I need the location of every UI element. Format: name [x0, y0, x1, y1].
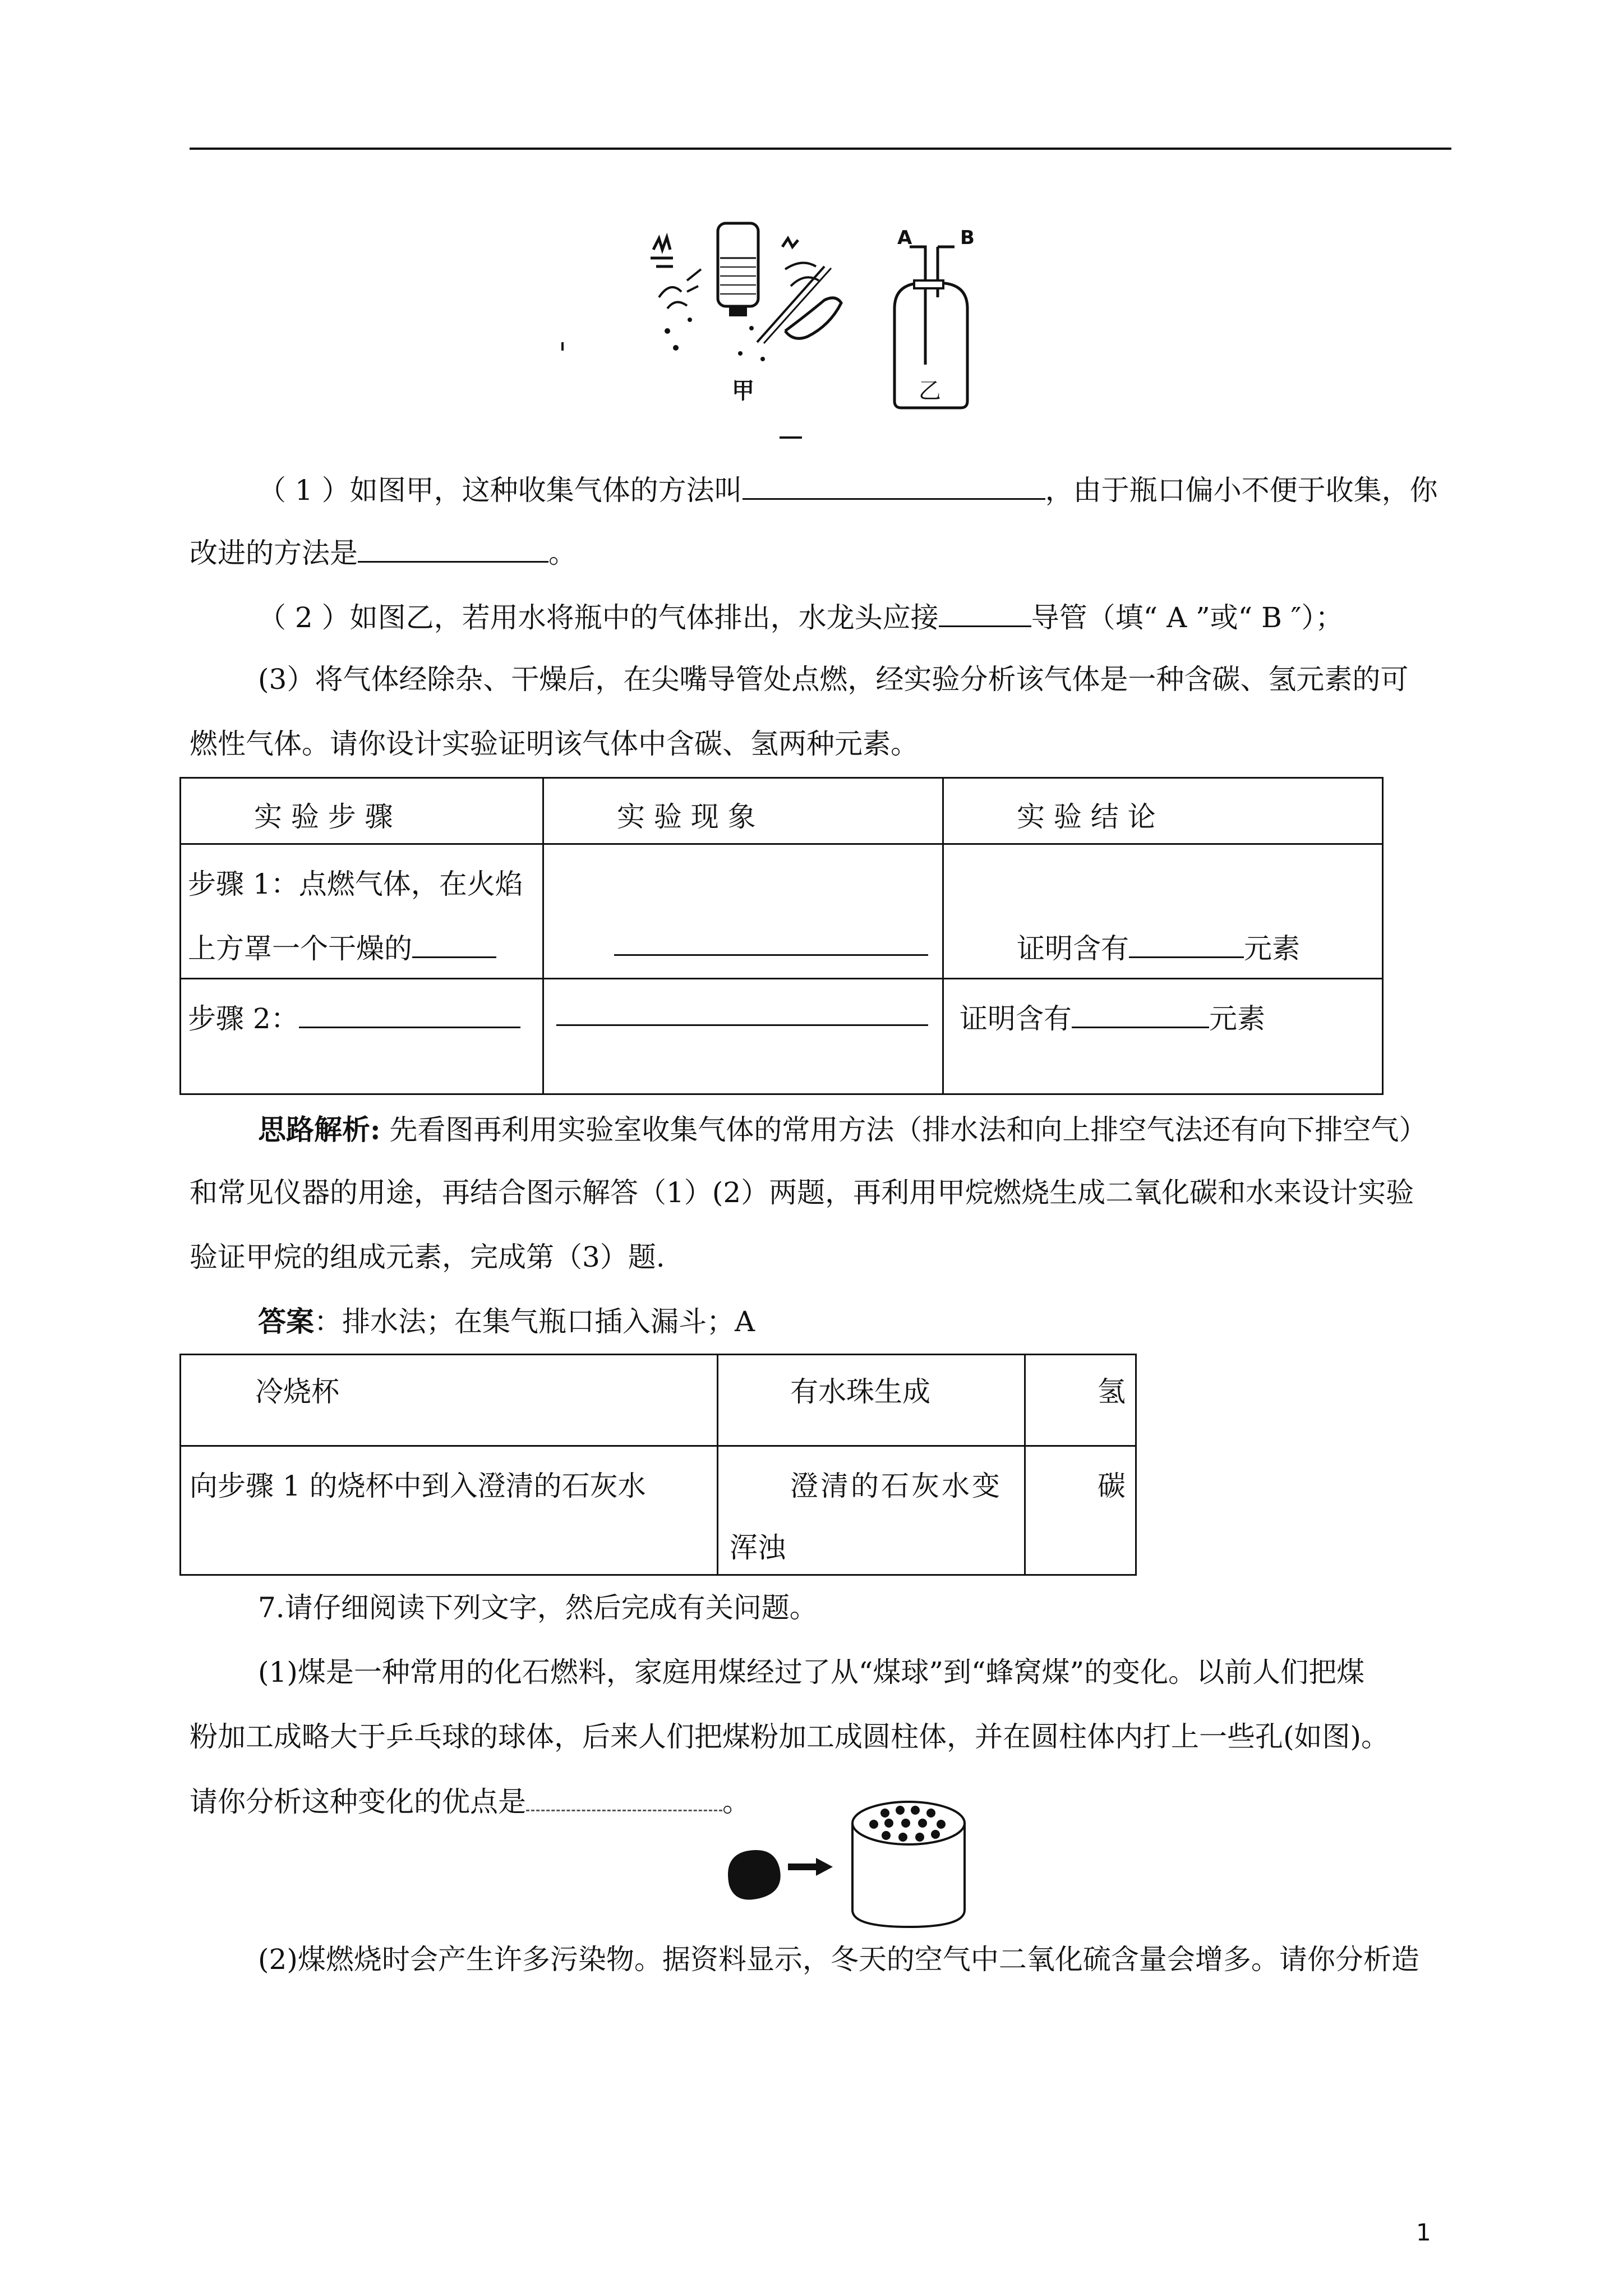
table-header: 实 验 结 论: [943, 778, 1383, 844]
figure-yi-label: 乙: [919, 378, 941, 404]
table-cell: 氢: [1025, 1355, 1136, 1446]
answer-line: 答案：排水法；在集气瓶口插入漏斗；A: [258, 1305, 755, 1338]
question-2: （ 2 ）如图乙，若用水将瓶中的气体排出，水龙头应接 导管（填“ A ”或“ B ″）；: [258, 597, 1343, 635]
table-header: 实 验 现 象: [543, 778, 943, 844]
table-row: [181, 844, 1383, 979]
answer-blank[interactable]: [556, 996, 928, 1026]
table-cell: 澄清的石灰水变 浑浊: [718, 1446, 1025, 1575]
question-1-line-1: （ 1 ）如图甲，这种收集气体的方法叫 ，由于瓶口偏小不便于收集，你: [258, 470, 1438, 508]
question-3-line-2: 燃性气体。请你设计实验证明该气体中含碳、氢两种元素。: [190, 728, 919, 760]
table-row: [181, 1355, 1136, 1446]
experiment-table: [179, 777, 1384, 1095]
table-cell: 步骤 1：点燃气体，在火焰 上方罩一个干燥的: [181, 844, 543, 979]
table-cell: 冷烧杯: [181, 1355, 718, 1446]
table-cell: 步骤 2：: [181, 979, 543, 1094]
coal-ball-shape: [728, 1850, 781, 1900]
answer-blank[interactable]: [939, 597, 1031, 627]
figure-jia-label: 甲: [732, 378, 754, 404]
table-header-row: [181, 778, 1383, 844]
question-7-part-1-line-1: (1)煤是一种常用的化石燃料，家庭用煤经过了从“煤球”到“蜂窝煤”的变化。以前人们把煤: [258, 1656, 1365, 1688]
coal-figure: [718, 1789, 987, 1930]
table-header: 实 验 步 骤: [181, 778, 543, 844]
table-cell: [543, 979, 943, 1094]
answer-table: [179, 1354, 1137, 1576]
table-cell: 有水珠生成: [718, 1355, 1025, 1446]
table-cell: 证明含有 元素: [943, 844, 1383, 979]
answer-blank[interactable]: [1129, 928, 1244, 958]
question-3-line-1: (3）将气体经除杂、干燥后，在尖嘴导管处点燃，经实验分析该气体是一种含碳、氢元素的可: [258, 663, 1409, 696]
honeycomb-briquette-shape: [852, 1802, 965, 1927]
analysis-line-2: 和常见仪器的用途，再结合图示解答（1）(2）两题，再利用甲烷燃烧生成二氧化碳和水来设计实验: [190, 1176, 1414, 1209]
answer-blank[interactable]: [358, 533, 548, 563]
analysis-line-3: 验证甲烷的组成元素，完成第（3）题.: [190, 1241, 665, 1273]
table-row: [181, 979, 1383, 1094]
answer-blank[interactable]: [743, 470, 1045, 500]
answer-blank[interactable]: [614, 926, 928, 956]
page-number: 1: [1416, 2219, 1431, 2246]
answer-blank[interactable]: [412, 928, 496, 958]
figure-label-a: A: [897, 227, 912, 249]
apparatus-figure: [561, 213, 1066, 449]
question-7-part-2-line-1: (2)煤燃烧时会产生许多污染物。据资料显示，冬天的空气中二氧化硫含量会增多。请你分析造: [258, 1943, 1419, 1976]
question-7-title: 7.请仔细阅读下列文字，然后完成有关问题。: [258, 1591, 818, 1624]
answer-blank[interactable]: [299, 999, 520, 1028]
answer-blank[interactable]: [526, 1784, 722, 1811]
question-7-part-1-line-3: 请你分析这种变化的优点是 。: [190, 1784, 750, 1819]
figure-label-b: B: [960, 227, 975, 249]
analysis-line-1: 思路解析: 先看图再利用实验室收集气体的常用方法（排水法和向上排空气法还有向下排空气）: [258, 1113, 1427, 1146]
question-7-part-1-line-2: 粉加工成略大于乒乓球的球体，后来人们把煤粉加工成圆柱体，并在圆柱体内打上一些孔(如图)。: [190, 1720, 1390, 1753]
table-cell: 碳: [1025, 1446, 1136, 1575]
answer-blank[interactable]: [1072, 999, 1209, 1028]
figure-jia-drawing: [562, 223, 841, 361]
table-cell: [543, 844, 943, 979]
header-rule: [190, 148, 1451, 150]
question-1-line-2: 改进的方法是 。: [190, 533, 577, 570]
table-cell: 证明含有 元素: [943, 979, 1383, 1094]
table-cell: 向步骤 1 的烧杯中到入澄清的石灰水: [181, 1446, 718, 1575]
table-row: [181, 1446, 1136, 1575]
arrow-right-icon: [788, 1858, 833, 1876]
